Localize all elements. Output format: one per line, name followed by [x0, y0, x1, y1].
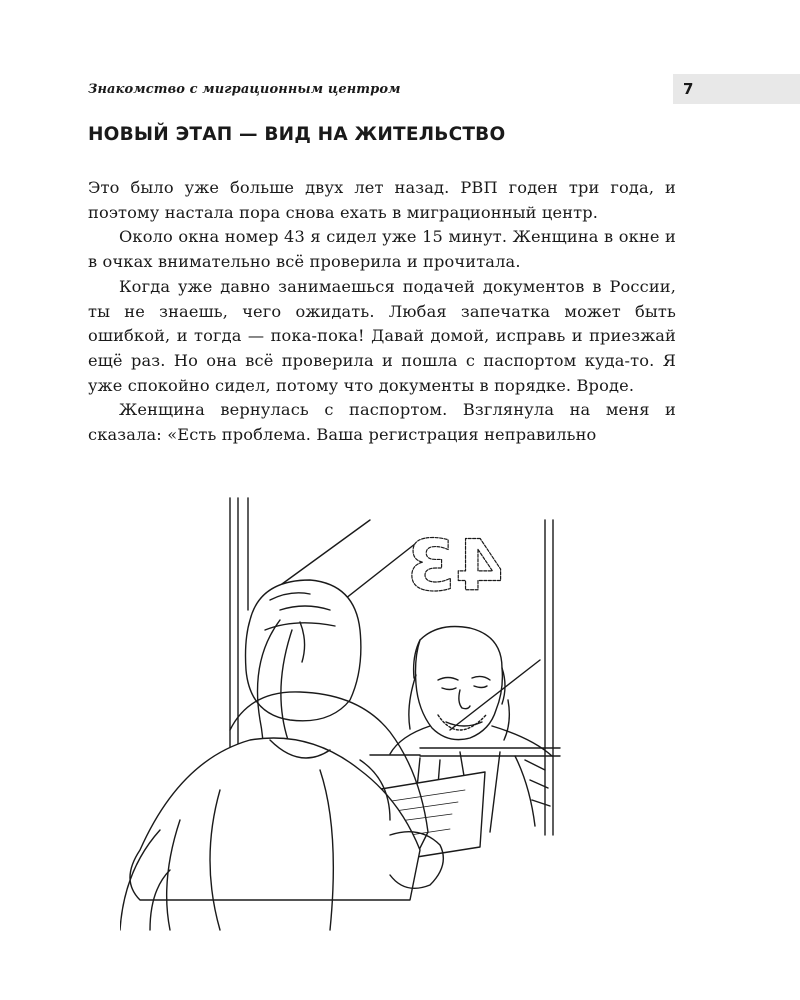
migration-window-illustration	[120, 490, 580, 940]
section-title: НОВЫЙ ЭТАП — ВИД НА ЖИТЕЛЬСТВО	[88, 124, 506, 145]
paragraph: Когда уже давно занимаешься подачей документов в России, ты не знаешь, чего ожидать. Любая запечатка может быть ошибкой, и тогда — пока-пока! Давай домой, исправь и приезжай ещё раз. Но она всё проверила и пошла с паспортом куда-то. Я уже спокойно сидел, потому что документы в порядке. Вроде.	[88, 276, 676, 395]
paragraph: Это было уже больше двух лет назад. РВП годен три года, и поэтому настала пора снова ехать в миграционный центр.	[88, 178, 676, 222]
paragraph: Около окна номер 43 я сидел уже 15 минут. Женщина в окне и в очках внимательно всё проверила и прочитала.	[88, 227, 676, 272]
body-text	[88, 176, 676, 448]
window-number: 43	[406, 525, 504, 607]
paragraph: Женщина вернулась с паспортом. Взглянула на меня и сказала: «Есть проблема. Ваша регистрация неправильно	[88, 400, 676, 445]
running-title: Знакомство с миграционным центром	[88, 82, 401, 97]
page-number: 7	[683, 80, 694, 98]
